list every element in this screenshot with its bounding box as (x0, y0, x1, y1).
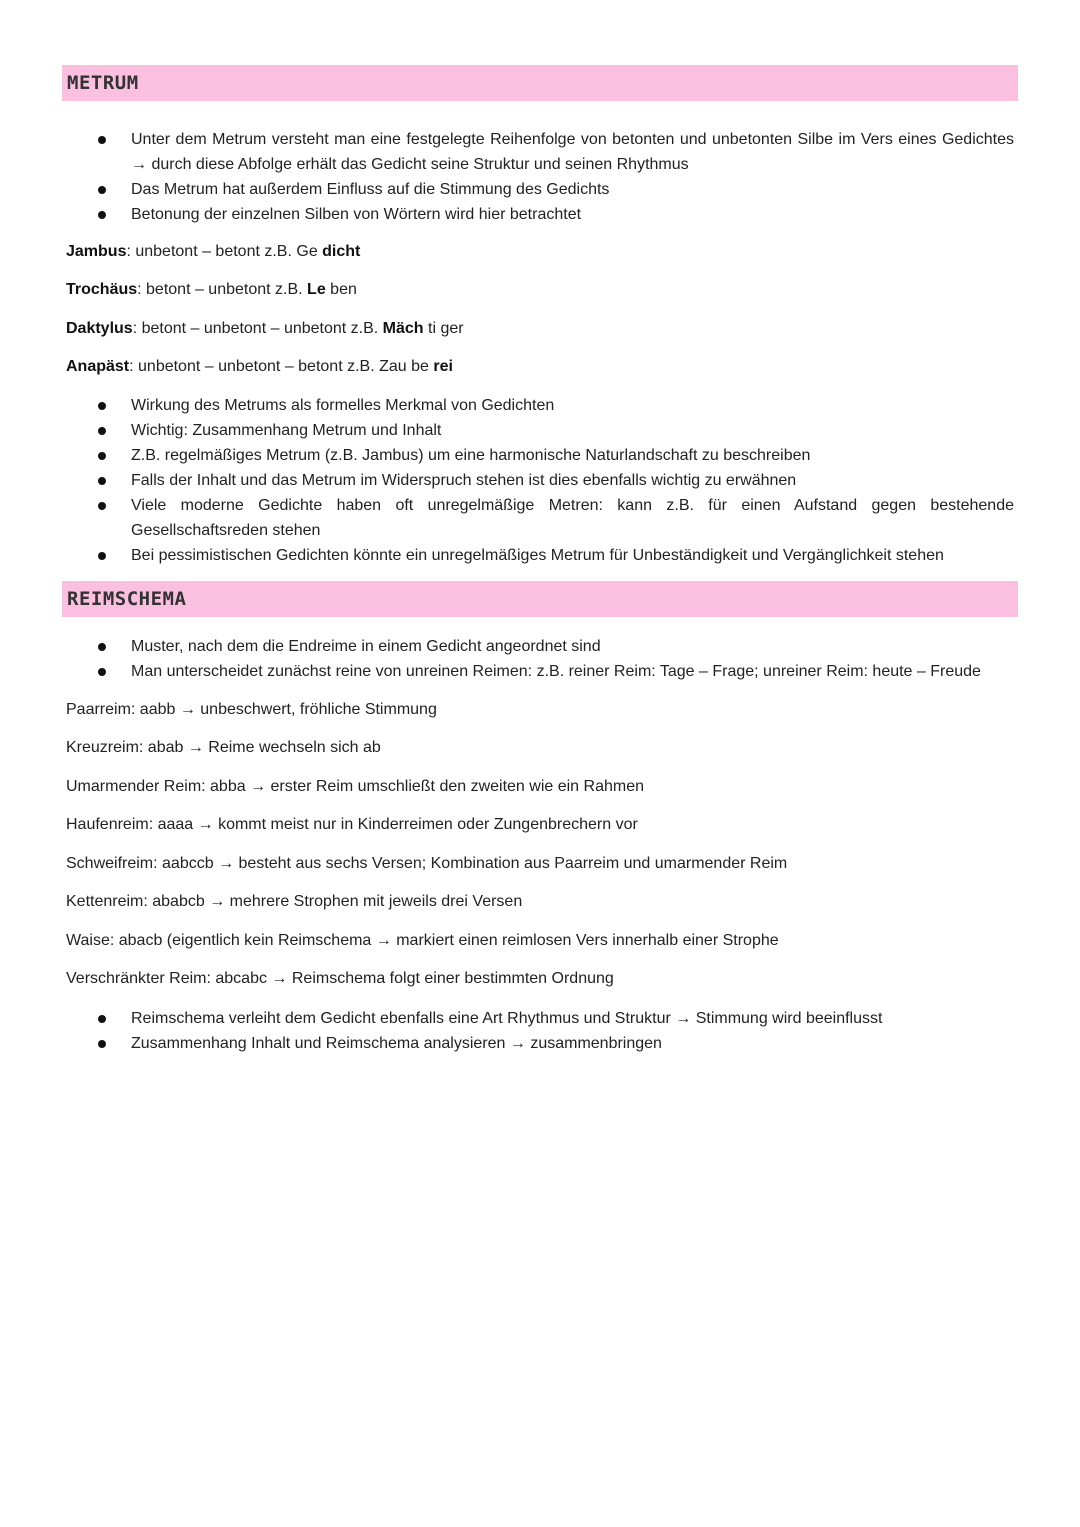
definition-text: : betont – unbetont z.B. (137, 281, 308, 298)
scheme-paarreim: Paarreim: aabb → unbeschwert, fröhliche Stimmung (66, 701, 437, 718)
definition-tail: ti ger (423, 320, 464, 337)
reimschema-header (62, 581, 1018, 617)
reimschema-effect-list (0, 1006, 1080, 1056)
scheme-umarmender-reim: Umarmender Reim: abba → erster Reim umschließt den zweiten wie ein Rahmen (66, 778, 644, 795)
list-item: Unter dem Metrum versteht man eine festgelegte Reihenfolge von betonten und unbetonten Silbe im Vers eines Gedichtes → durch diese Abfolge erhält das Gedicht seine Struktur und seinen Rhythmus (0, 127, 1080, 177)
definition-daktylus (66, 316, 464, 341)
term: Trochäus (66, 281, 138, 298)
definition-anapaest (66, 354, 453, 379)
list-item: Zusammenhang Inhalt und Reimschema analysieren → zusammenbringen (0, 1031, 1080, 1056)
stressed-syllable: dicht (322, 243, 361, 260)
list-item: Wirkung des Metrums als formelles Merkmal von Gedichten (0, 393, 1080, 418)
metrum-header (62, 65, 1018, 101)
term: Anapäst (66, 358, 130, 375)
list-item: Wichtig: Zusammenhang Metrum und Inhalt (0, 418, 1080, 443)
list-item: Z.B. regelmäßiges Metrum (z.B. Jambus) um eine harmonische Naturlandschaft zu beschreiben (0, 443, 1080, 468)
scheme-verschraenkter-reim: Verschränkter Reim: abcabc → Reimschema folgt einer bestimmten Ordnung (66, 970, 614, 987)
definition-jambus (66, 239, 360, 264)
definition-tail: ben (325, 281, 357, 298)
definition-trochaeus (66, 277, 357, 302)
definition-text: : unbetont – unbetont – betont z.B. Zau be (129, 358, 434, 375)
list-item: Das Metrum hat außerdem Einfluss auf die Stimmung des Gedichts (0, 177, 1080, 202)
scheme-haufenreim: Haufenreim: aaaa → kommt meist nur in Kinderreimen oder Zungenbrechern vor (66, 816, 638, 833)
list-item: Muster, nach dem die Endreime in einem Gedicht angeordnet sind (0, 634, 1080, 659)
scheme-schweifreim: Schweifreim: aabccb → besteht aus sechs Versen; Kombination aus Paarreim und umarmender Reim (66, 855, 788, 872)
metrum-intro-list (0, 127, 1080, 227)
list-item: Viele moderne Gedichte haben oft unregelmäßige Metren: kann z.B. für einen Aufstand gegen bestehende Gesellschaftsreden stehen (0, 493, 1080, 543)
stressed-syllable: rei (433, 358, 453, 375)
stressed-syllable: Mäch (382, 320, 424, 337)
stressed-syllable: Le (307, 281, 326, 298)
term: Jambus (66, 243, 127, 260)
term: Daktylus (66, 320, 133, 337)
scheme-kreuzreim: Kreuzreim: abab → Reime wechseln sich ab (66, 739, 381, 756)
definition-text: : unbetont – betont z.B. Ge (126, 243, 323, 260)
definition-text: : betont – unbetont – unbetont z.B. (132, 320, 383, 337)
reimschema-title: REIMSCHEMA (67, 588, 187, 610)
reimschema-intro-list (0, 634, 1080, 684)
metrum-effect-list (0, 393, 1080, 568)
scheme-kettenreim: Kettenreim: ababcb → mehrere Strophen mit jeweils drei Versen (66, 893, 523, 910)
list-item: Falls der Inhalt und das Metrum im Widerspruch stehen ist dies ebenfalls wichtig zu erwähnen (0, 468, 1080, 493)
list-item: Reimschema verleiht dem Gedicht ebenfalls eine Art Rhythmus und Struktur → Stimmung wird beeinflusst (0, 1006, 1080, 1031)
list-item: Man unterscheidet zunächst reine von unreinen Reimen: z.B. reiner Reim: Tage – Frage; unreiner Reim: heute – Freude (0, 659, 1080, 684)
scheme-waise: Waise: abacb (eigentlich kein Reimschema → markiert einen reimlosen Vers innerhalb einer Strophe (66, 932, 779, 949)
metrum-title: METRUM (67, 72, 139, 94)
list-item: Betonung der einzelnen Silben von Wörtern wird hier betrachtet (0, 202, 1080, 227)
list-item: Bei pessimistischen Gedichten könnte ein unregelmäßiges Metrum für Unbeständigkeit und Vergänglichkeit stehen (0, 543, 1080, 568)
